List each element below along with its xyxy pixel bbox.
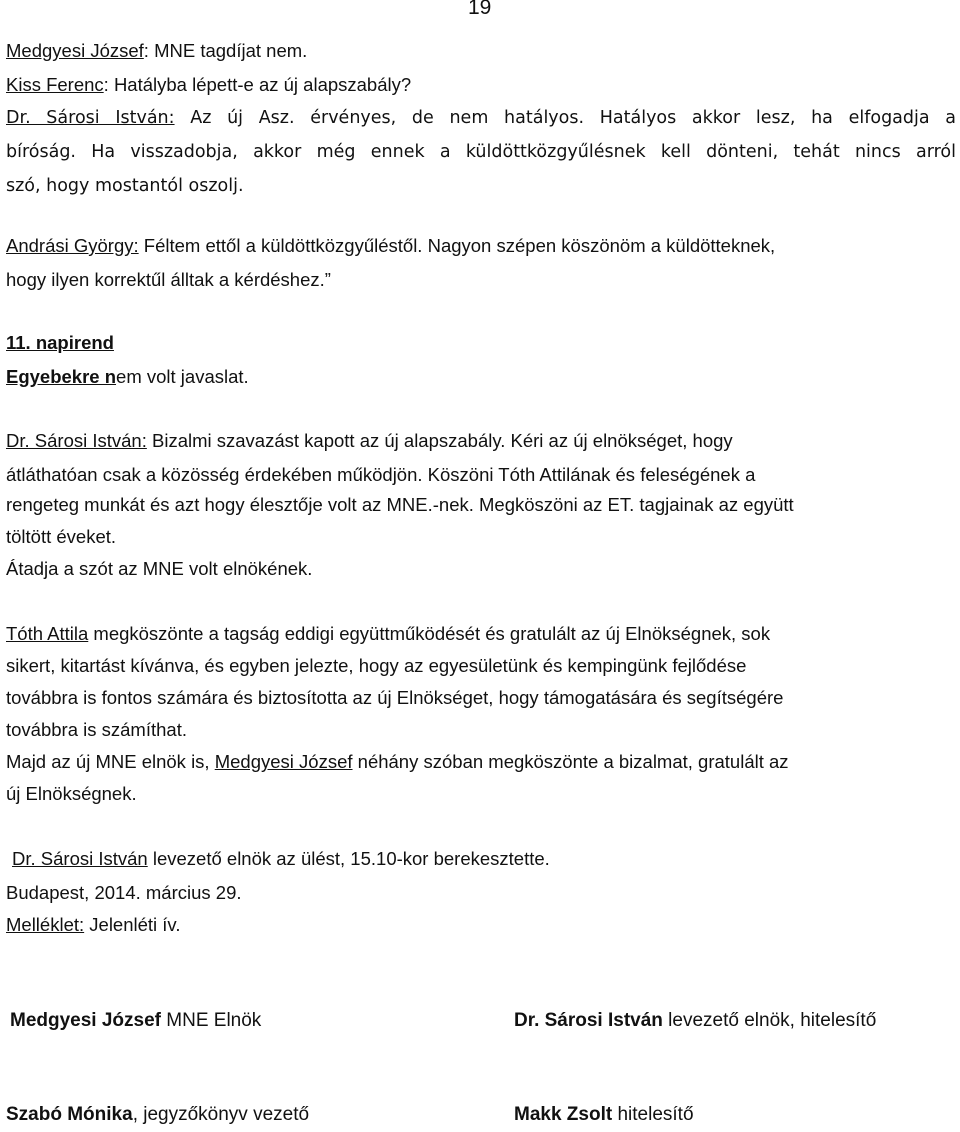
sarosi-line-3: szó, hogy mostantól oszolj. — [6, 176, 244, 196]
toth-line-5 — [6, 751, 789, 773]
signature-medgyesi-role: MNE Elnök — [161, 1010, 262, 1031]
speaker-medgyesi: Medgyesi József — [6, 40, 144, 61]
medgyesi-line — [6, 40, 307, 62]
toth-line-3: továbbra is fontos számára és biztosította az új Elnökséget, hogy támogatására és segítségére — [6, 687, 784, 708]
toth-line-2: sikert, kitartást kívánva, és egyben jelezte, hogy az egyesületünk és kempingünk fejlődése — [6, 655, 747, 676]
dialogue-section — [6, 40, 956, 200]
speaker-andrasi: Andrási György: — [6, 235, 139, 256]
closing-line-2: átláthatóan csak a közösség érdekében működjön. Köszöni Tóth Attilának és feleségének a — [6, 464, 756, 485]
signature-szabo — [6, 1104, 309, 1126]
agenda-section — [6, 332, 956, 402]
signature-sarosi-role: levezető elnök, hitelesítő — [662, 1010, 877, 1031]
sarosi-line-1 — [6, 108, 956, 128]
closing-line-5: Átadja a szót az MNE volt elnökének. — [6, 558, 313, 579]
toth-line-1 — [6, 623, 770, 645]
sarosi-line-2: bíróság. Ha visszadobja, akkor még ennek a küldöttközgyűlésnek kell dönteni, tehát nincs arról — [6, 142, 956, 162]
speaker-medgyesi-2: Medgyesi József — [214, 751, 353, 772]
page-number: 19 — [468, 0, 492, 19]
closing-line-4: töltött éveket. — [6, 526, 117, 547]
andrasi-text-1: Féltem ettől a küldöttközgyűléstől. Nagyon szépen köszönöm a küldötteknek, — [138, 235, 776, 256]
agenda-subheading-bold: Egyebekre n — [6, 366, 117, 387]
signature-makk-role: hitelesítő — [612, 1104, 694, 1125]
toth-line-4: továbbra is számíthat. — [6, 719, 187, 740]
signature-szabo-role: , jegyzőkönyv vezető — [132, 1104, 310, 1125]
kiss-line — [6, 74, 411, 96]
toth-line-6: új Elnökségnek. — [6, 783, 137, 804]
ending-section — [6, 848, 956, 948]
closing-line-1 — [6, 430, 733, 452]
signature-makk-name: Makk Zsolt — [514, 1104, 613, 1125]
speaker-toth: Tóth Attila — [6, 623, 89, 644]
andrasi-section — [6, 235, 956, 305]
speaker-sarosi-2: Dr. Sárosi István: — [6, 430, 147, 451]
andrasi-line-1 — [6, 235, 775, 257]
medgyesi-text: : MNE tagdíjat nem. — [143, 40, 308, 61]
attachment-text: Jelenléti ív. — [84, 914, 181, 935]
toth-section — [6, 623, 956, 813]
ending-text: levezető elnök az ülést, 15.10-kor berekesztette. — [147, 848, 550, 869]
toth-text-5-rest: néhány szóban megköszönte a bizalmat, gratulált az — [352, 751, 789, 772]
signature-medgyesi-name: Medgyesi József — [10, 1010, 161, 1031]
signature-sarosi — [514, 1010, 876, 1032]
agenda-subheading — [6, 366, 249, 388]
andrasi-line-2: hogy ilyen korrektűl álltak a kérdéshez.” — [6, 269, 331, 290]
ending-line — [12, 848, 550, 870]
signature-makk — [514, 1104, 694, 1126]
attachment-line — [6, 914, 180, 936]
signature-szabo-name: Szabó Mónika — [6, 1104, 133, 1125]
speaker-kiss: Kiss Ferenc — [6, 74, 104, 95]
signature-medgyesi — [10, 1010, 261, 1032]
kiss-text: : Hatályba lépett-e az új alapszabály? — [103, 74, 412, 95]
attachment-label: Melléklet: — [6, 914, 85, 935]
speaker-sarosi-3: Dr. Sárosi István — [12, 848, 148, 869]
toth-text-1: megköszönte a tagság eddigi együttműködését és gratulált az új Elnökségnek, sok — [88, 623, 771, 644]
sarosi-text-1: Az új Asz. érvényes, de nem hatályos. Hatályos akkor lesz, ha elfogadja a — [174, 108, 956, 128]
toth-text-5-pre: Majd az új MNE elnök is, — [6, 751, 215, 772]
signature-sarosi-name: Dr. Sárosi István — [514, 1010, 663, 1031]
closing-text-1: Bizalmi szavazást kapott az új alapszabály. Kéri az új elnökséget, hogy — [146, 430, 733, 451]
speaker-sarosi: Dr. Sárosi István: — [6, 108, 175, 128]
agenda-subheading-rest: em volt javaslat. — [116, 366, 249, 387]
closing-line-3: rengeteg munkát és azt hogy élesztője volt az MNE.-nek. Megköszöni az ET. tagjainak az együtt — [6, 494, 794, 515]
closing-section — [6, 430, 956, 590]
agenda-heading: 11. napirend — [6, 332, 114, 353]
date-line: Budapest, 2014. március 29. — [6, 882, 242, 903]
